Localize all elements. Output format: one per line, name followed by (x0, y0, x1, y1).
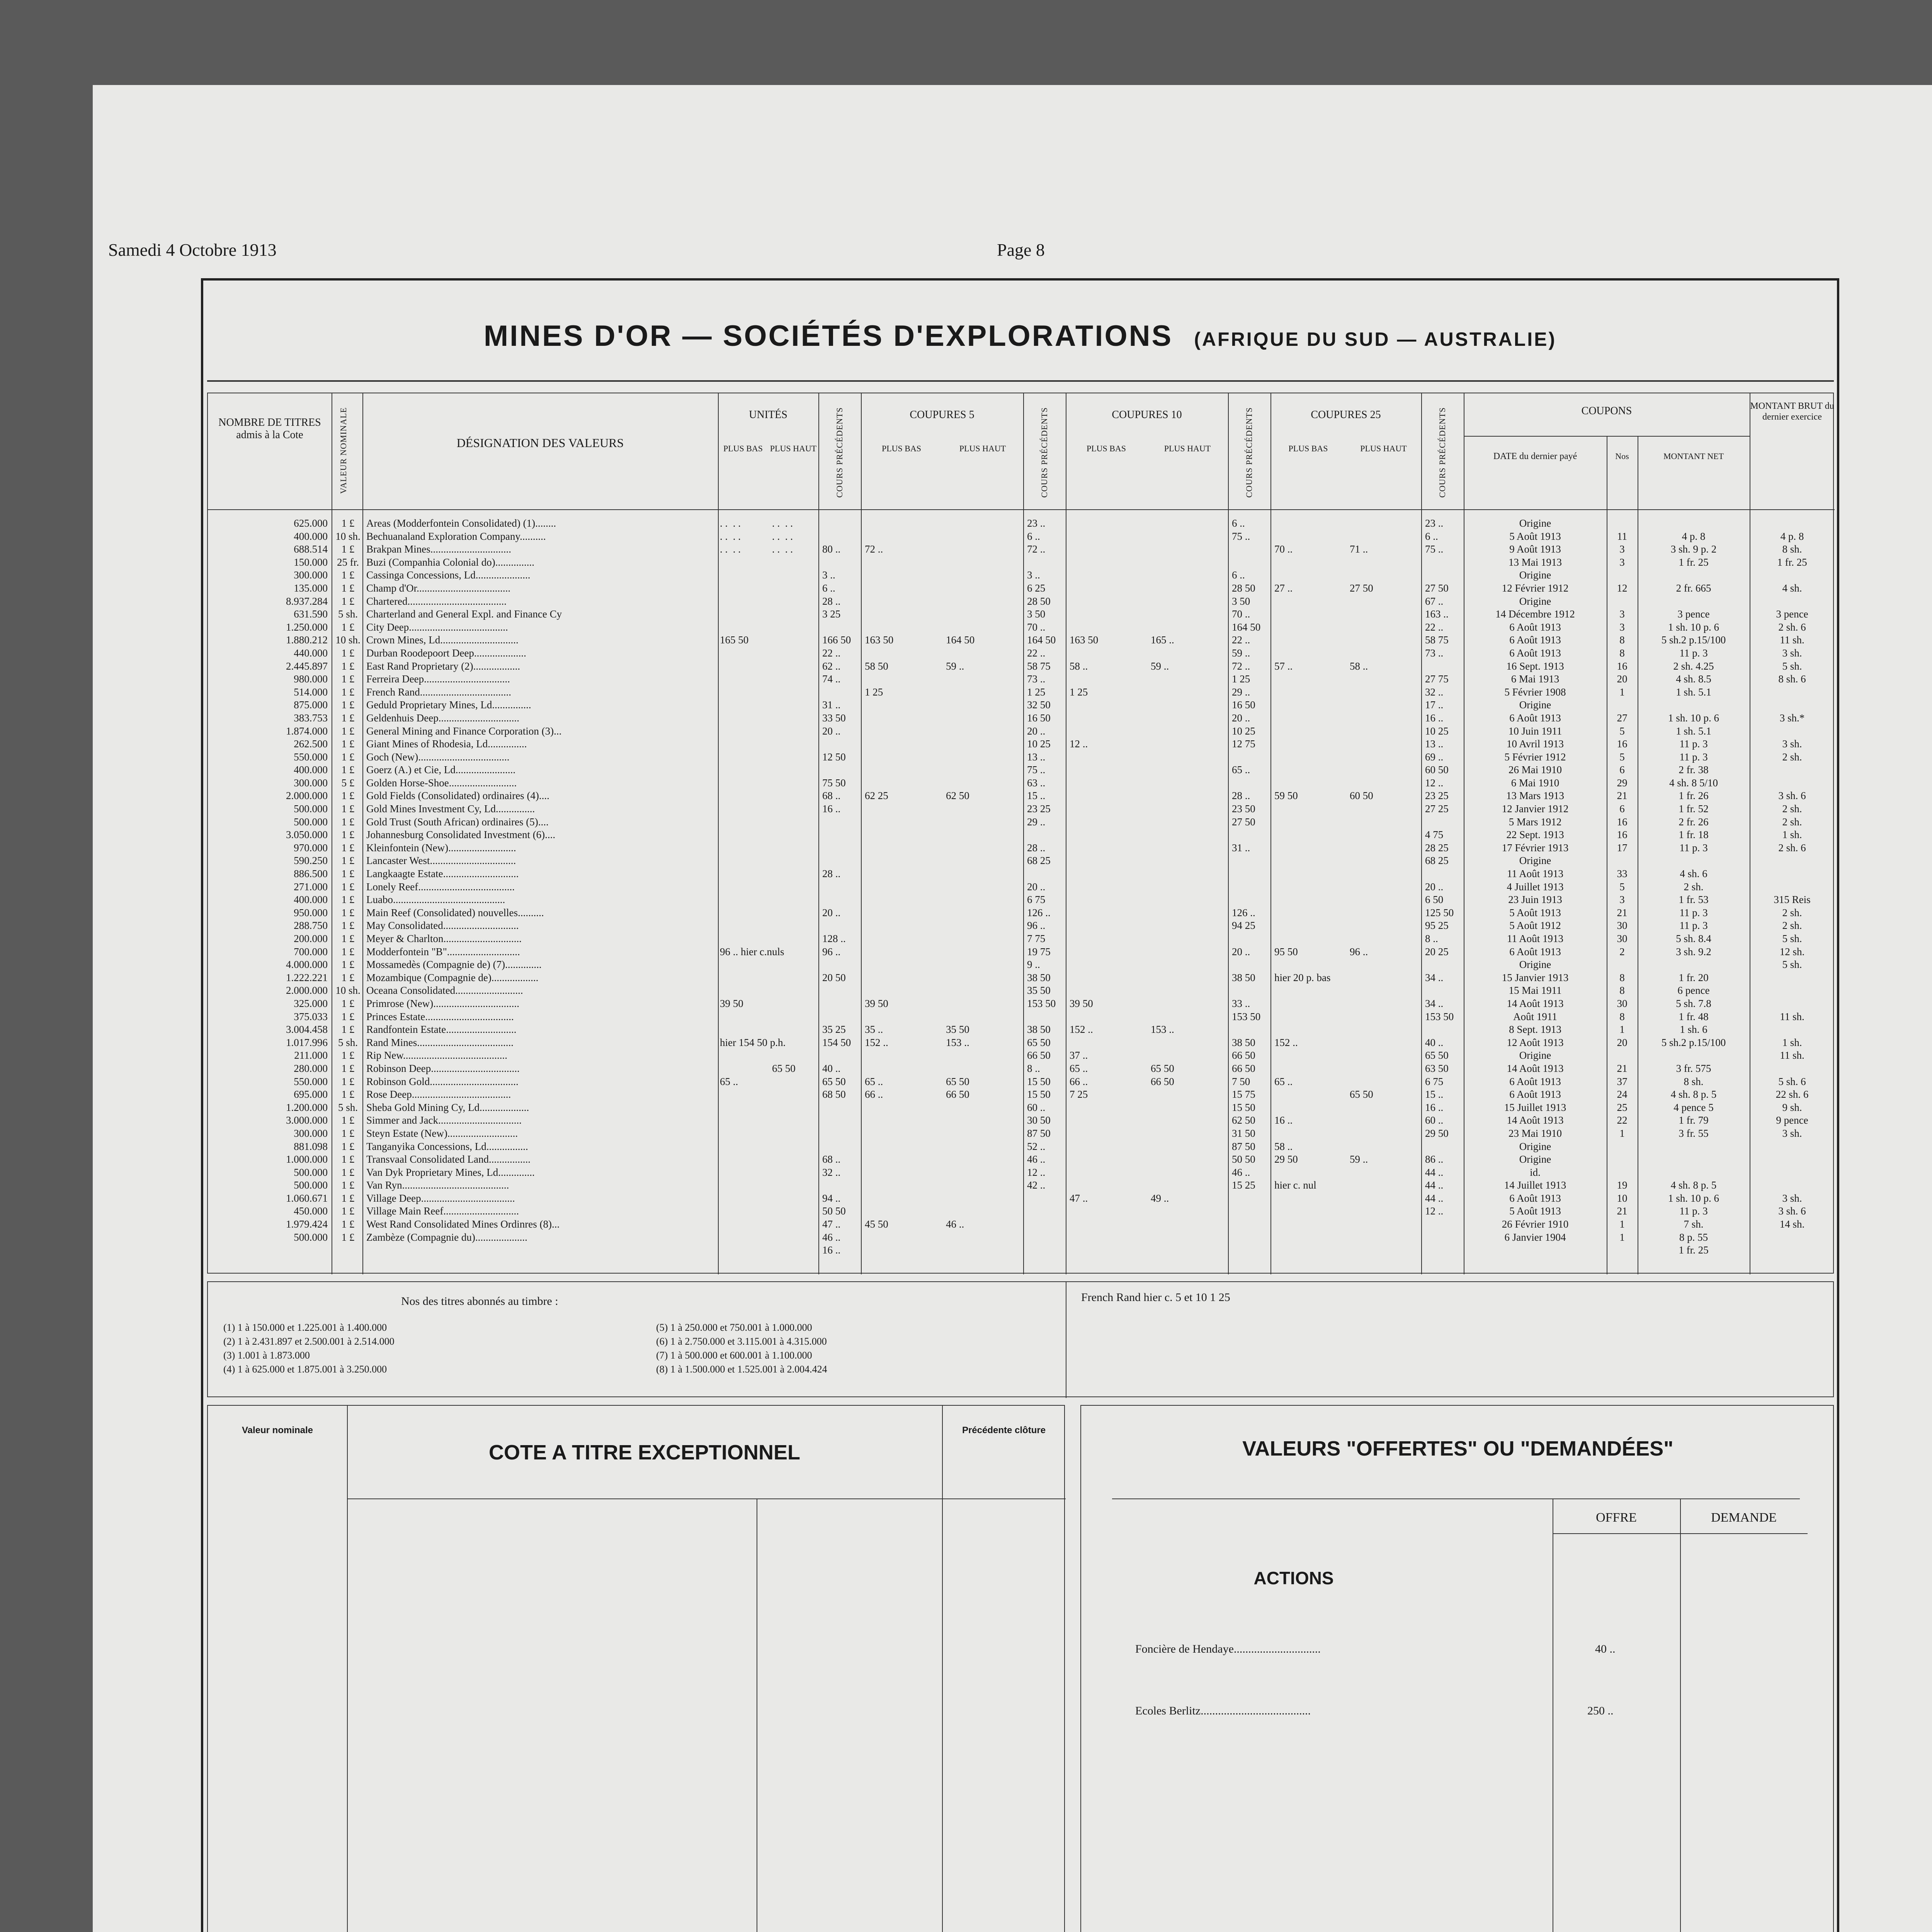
header-unites-haut: PLUS HAUT (770, 444, 817, 453)
offre-header: OFFRE (1596, 1510, 1637, 1525)
header-numero: Nos (1615, 451, 1629, 461)
col-designation: Areas (Modderfontein Consolidated) (1)........ Bechuanaland Exploration Company.......... Brakpan Mines............................... Buzi (Companhia Colonial do)............... Cassinga Concessions, Ld..................... Champ d'Or.................................... Chartered...................................... Charterland and General Expl. and Finance Cy City Deep...................................... Crown Mines, Ld.............................. Durban Roodepoort Deep.................... East Rand Proprietary (2).................. Ferreira Deep................................. French Rand................................... Geduld Proprietary Mines, Ld............... Geldenhuis Deep............................... General Mining and Finance Corporation (3)... Giant Mines of Rhodesia, Ld............... Goch (New)................................... Goerz (A.) et Cie, Ld....................... Golden Horse-Shoe.......................... Gold Fields (Consolidated) ordinaires (4).... Gold Mines Investment Cy, Ld............... Gold Trust (South African) ordinaires (5).... Johannesburg Consolidated Investment (6).... Kleinfontein (New).......................... Lancaster West................................. Langkaagte Estate............................. Lonely Reef..................................... Luabo........................................... Main Reef (Consolidated) nouvelles.......... May Consolidated............................. Meyer & Charlton.............................. Modderfontein "B"............................ Mossamedès (Compagnie de) (7).............. Mozambique (Compagnie de).................. Oceana Consolidated.......................... Primrose (New)................................. Princes Estate.................................. Randfontein Estate........................... Rand Mines..................................... Rip New........................................ Robinson Deep.................................. Robinson Gold.................................. Rose Deep...................................... Sheba Gold Mining Cy, Ld................... Simmer and Jack................................ Steyn Estate (New)........................... Tanganyika Concessions, Ld................ Transvaal Consolidated Land................ Van Dyk Proprietary Mines, Ld.............. Van Ryn......................................... Village Deep.................................... Village Main Reef............................. West Rand Consolidated Mines Ordinres (8)... Zambèze (Compagnie du).................... (366, 517, 562, 1243)
col-c10-haut: 165 .. 59 .. 153 .. 65 50 66 50 49 .. (1151, 634, 1174, 1204)
header-cours-prec-1: COURS PRÉCÉDENTS (835, 407, 844, 498)
header-c25-haut: PLUS HAUT (1360, 444, 1407, 453)
french-rand-note: French Rand hier c. 5 et 10 1 25 (1081, 1291, 1230, 1304)
header-montant-net: MONTANT NET (1663, 451, 1724, 461)
header-c10-haut: PLUS HAUT (1164, 444, 1211, 453)
actions-heading: ACTIONS (1253, 1568, 1334, 1588)
col-c10-prec: 6 .. 75 .. 6 .. 28 50 3 50 70 .. 164 50 22 .. 59 .. 72 .. 1 25 29 .. 16 50 20 .. 10 25 12 75 65 .. 28 .. 23 50 27 50 31 .. 126 .. 94 25 20 .. 38 50 33 .. 153 50 38 50 66 50 66 50 7 50 15 75 15 50 62 50 31 50 87 50 50 50 46 .. 15 25 (1232, 517, 1261, 1191)
abonnes-title: Nos des titres abonnés au timbre : (401, 1295, 558, 1308)
cote-valeur-nominale: Valeur nominale (242, 1425, 313, 1435)
offer-item-2-offre: 250 .. (1587, 1704, 1614, 1717)
col-coupon-net: 4 p. 8 3 sh. 9 p. 2 1 fr. 25 2 fr. 665 3 pence 1 sh. 10 p. 6 5 sh.2 p.15/100 11 p. 3 2 sh. 4.25 4 sh. 8.5 1 sh. 5.1 1 sh. 10 p. 6 1 sh. 5.1 11 p. 3 11 p. 3 2 fr. 38 4 sh. 8 5/10 1 fr. 26 1 fr. 52 2 fr. 26 1 fr. 18 11 p. 3 4 sh. 6 2 sh. 1 fr. 53 11 p. 3 11 p. 3 5 sh. 8.4 3 sh. 9.2 1 fr. 20 6 pence 5 sh. 7.8 1 fr. 48 1 sh. 6 5 sh.2 p.15/100 3 fr. 575 8 sh. 4 sh. 8 p. 5 4 pence 5 1 fr. 79 3 fr. 55 4 sh. 8 p. 5 1 sh. 10 p. 6 11 p. 3 7 sh. 8 p. 55 1 fr. 25 (1661, 530, 1726, 1256)
col-c5-prec: 23 .. 6 .. 72 .. 3 .. 6 25 28 50 3 50 70 .. 164 50 22 .. 58 75 73 .. 1 25 32 50 16 50 20 .. 10 25 13 .. 75 .. 63 .. 15 .. 23 25 29 .. 28 .. 68 25 20 .. 6 75 126 .. 96 .. 7 75 19 75 9 .. 38 50 35 50 153 50 38 50 65 50 66 50 8 .. 15 50 15 50 60 .. 30 50 87 50 52 .. 46 .. 12 .. 42 .. (1027, 517, 1056, 1191)
header-coupures25: COUPURES 25 (1311, 409, 1381, 421)
page-number: Page 8 (997, 240, 1045, 260)
col-c10-bas: 163 50 58 .. 1 25 12 .. 39 50 152 .. 37 .. 65 .. 66 .. 7 25 47 .. (1070, 634, 1099, 1204)
header-nombre: NOMBRE DE TITRES admis à la Cote (218, 417, 321, 441)
header-cours-prec-3: COURS PRÉCÉDENTS (1244, 407, 1254, 498)
demande-header: DEMANDE (1711, 1510, 1777, 1525)
header-valeur: VALEUR NOMINALE (338, 407, 348, 494)
offer-item-1-name: Foncière de Hendaye.............................. (1135, 1643, 1321, 1655)
col-coupon-date: Origine 5 Août 1913 9 Août 1913 13 Mai 1913 Origine 12 Février 1912 Origine 14 Décembre 1912 6 Août 1913 6 Août 1913 6 Août 1913 16 Sept. 1913 6 Mai 1913 5 Février 1908 Origine 6 Août 1913 10 Juin 1911 10 Avril 1913 5 Février 1912 26 Mai 1910 6 Mai 1910 13 Mars 1913 12 Janvier 1912 5 Mars 1912 22 Sept. 1913 17 Février 1913 Origine 11 Août 1913 4 Juillet 1913 23 Juin 1913 5 Août 1913 5 Août 1912 11 Août 1913 6 Août 1913 Origine 15 Janvier 1913 15 Mai 1911 14 Août 1913 Août 1911 8 Sept. 1913 12 Août 1913 Origine 14 Août 1913 6 Août 1913 6 Août 1913 15 Juillet 1913 14 Août 1913 23 Mai 1910 Origine Origine id. 14 Juillet 1913 6 Août 1913 5 Août 1913 26 Février 1910 6 Janvier 1904 (1495, 517, 1575, 1243)
section-subtitle: (AFRIQUE DU SUD — AUSTRALIE) (1194, 328, 1557, 350)
header-unites: UNITÉS (749, 409, 787, 421)
col-c5-haut: 164 50 59 .. 62 50 35 50 153 .. 65 50 66 50 46 .. (946, 634, 975, 1230)
offer-item-1-offre: 40 .. (1595, 1643, 1616, 1655)
title-rule (207, 380, 1834, 382)
col-montant-brut: 4 p. 8 8 sh. 1 fr. 25 4 sh. 3 pence 2 sh. 6 11 sh. 3 sh. 5 sh. 8 sh. 6 3 sh.* 3 sh. 2 sh. 3 sh. 6 2 sh. 2 sh. 1 sh. 2 sh. 6 315 Reis 2 sh. 2 sh. 5 sh. 12 sh. 5 sh. 11 sh. 1 sh. 11 sh. 5 sh. 6 22 sh. 6 9 sh. 9 pence 3 sh. 3 sh. 3 sh. 6 14 sh. (1774, 530, 1811, 1230)
header-coupures10: COUPURES 10 (1112, 409, 1182, 421)
offer-item-2-name: Ecoles Berlitz...................................... (1135, 1704, 1311, 1717)
header-c5-haut: PLUS HAUT (959, 444, 1006, 453)
header-coupons: COUPONS (1581, 405, 1632, 417)
header-cours-prec-4: COURS PRÉCÉDENTS (1437, 407, 1447, 498)
col-unites-bas: . . . . . . . . . . . . 165 50 96 .. hier c.nuls 39 50 hier 154 50 p.h. 65 .. (720, 517, 786, 1087)
col-nombre: 625.000 400.000 688.514 150.000 300.000 135.000 8.937.284 631.590 1.250.000 1.880.212 440.000 2.445.897 980.000 514.000 875.000 383.753 1.874.000 262.500 550.000 400.000 300.000 2.000.000 500.000 500.000 3.050.000 970.000 590.250 886.500 271.000 400.000 950.000 288.750 200.000 700.000 4.000.000 1.222.221 2.000.000 325.000 375.033 3.004.458 1.017.996 211.000 280.000 550.000 695.000 1.200.000 3.000.000 300.000 881.098 1.000.000 500.000 500.000 1.060.671 450.000 1.979.424 500.000 (286, 517, 328, 1243)
col-coupon-no: 11 3 3 12 3 3 8 8 16 20 1 27 5 16 5 6 29 21 6 16 16 17 33 5 3 21 30 30 2 8 8 30 8 1 20 21 37 24 25 22 1 19 10 21 1 1 (1617, 530, 1628, 1243)
mines-table (207, 393, 1834, 1274)
header-montant-brut: MONTANT BRUT du dernier exercice (1750, 401, 1834, 422)
main-frame (201, 278, 1839, 1932)
header-c25-bas: PLUS BAS (1288, 444, 1328, 453)
col-c25-haut: 71 .. 27 50 58 .. 60 50 96 .. 65 50 59 .. (1350, 543, 1373, 1165)
header-c5-bas: PLUS BAS (881, 444, 922, 453)
header-c10-bas: PLUS BAS (1086, 444, 1126, 453)
header-designation: DÉSIGNATION DES VALEURS (456, 436, 624, 450)
header-unites-bas: PLUS BAS (723, 444, 763, 453)
section-title (203, 319, 1837, 353)
cote-precedente: Précédente clôture (962, 1425, 1046, 1435)
section-title-text: MINES D'OR — SOCIÉTÉS D'EXPLORATIONS (483, 320, 1173, 352)
abonnes-left: (1) 1 à 150.000 et 1.225.001 à 1.400.000 (2) 1 à 2.431.897 et 2.500.001 à 2.514.000 (3) 1.001 à 1.873.000 (4) 1 à 625.000 et 1.875.001 à 3.250.000 (223, 1322, 395, 1375)
abonnes-right: (5) 1 à 250.000 et 750.001 à 1.000.000 (6) 1 à 2.750.000 et 3.115.001 à 4.315.000 (7) 1 à 500.000 et 600.001 à 1.100.000 (8) 1 à 1.500.000 et 1.525.001 à 2.004.424 (656, 1322, 827, 1375)
cote-title: COTE A TITRE EXCEPTIONNEL (488, 1441, 801, 1464)
issue-date: Samedi 4 Octobre 1913 (108, 240, 277, 260)
col-c25-prec: 23 .. 6 .. 75 .. 27 50 67 .. 163 .. 22 .. 58 75 73 .. 27 75 32 .. 17 .. 16 .. 10 25 13 .. 69 .. 60 50 12 .. 23 25 27 25 4 75 28 25 68 25 20 .. 6 50 125 50 95 25 8 .. 20 25 34 .. 34 .. 153 50 40 .. 65 50 63 50 6 75 15 .. 16 .. 60 .. 29 50 86 .. 44 .. 44 .. 44 .. 12 .. (1425, 517, 1454, 1217)
header-date-paye: DATE du dernier payé (1493, 451, 1577, 461)
col-c25-bas: 70 .. 27 .. 57 .. 59 50 95 50 hier 20 p. bas 152 .. 65 .. 16 .. 58 .. 29 50 hier c. nul (1274, 543, 1331, 1191)
col-valeur: 1 £ 10 sh. 1 £ 25 fr. 1 £ 1 £ 1 £ 5 sh. 1 £ 10 sh. 1 £ 1 £ 1 £ 1 £ 1 £ 1 £ 1 £ 1 £ 1 £ 1 £ 5 £ 1 £ 1 £ 1 £ 1 £ 1 £ 1 £ 1 £ 1 £ 1 £ 1 £ 1 £ 1 £ 1 £ 1 £ 1 £ 10 sh. 1 £ 1 £ 1 £ 5 sh. 1 £ 1 £ 1 £ 1 £ 5 sh. 1 £ 1 £ 1 £ 1 £ 1 £ 1 £ 1 £ 1 £ 1 £ 1 £ (335, 517, 361, 1243)
cote-exceptionnel-box (207, 1405, 1065, 1932)
header-coupures5: COUPURES 5 (910, 409, 975, 421)
offertes-box (1080, 1405, 1834, 1932)
abonnes-box (207, 1281, 1834, 1397)
offertes-title: VALEURS "OFFERTES" OU "DEMANDÉES" (1242, 1437, 1673, 1460)
col-c5-bas: 72 .. 163 50 58 50 1 25 62 25 39 50 35 .. 152 .. 65 .. 66 .. 45 50 (865, 543, 894, 1230)
header-cours-prec-2: COURS PRÉCÉDENTS (1039, 407, 1049, 498)
col-unites-haut: . . . . . . . . . . . . 65 50 (772, 517, 796, 1074)
col-unites-prec: 80 .. 3 .. 6 .. 28 .. 3 25 166 50 22 .. 62 .. 74 .. 31 .. 33 50 20 .. 12 50 75 50 68 .. 16 .. 28 .. 20 .. 128 .. 96 .. 20 50 35 25 154 50 40 .. 65 50 68 50 68 .. 32 .. 94 .. 50 50 47 .. 46 .. 16 .. (822, 543, 851, 1256)
